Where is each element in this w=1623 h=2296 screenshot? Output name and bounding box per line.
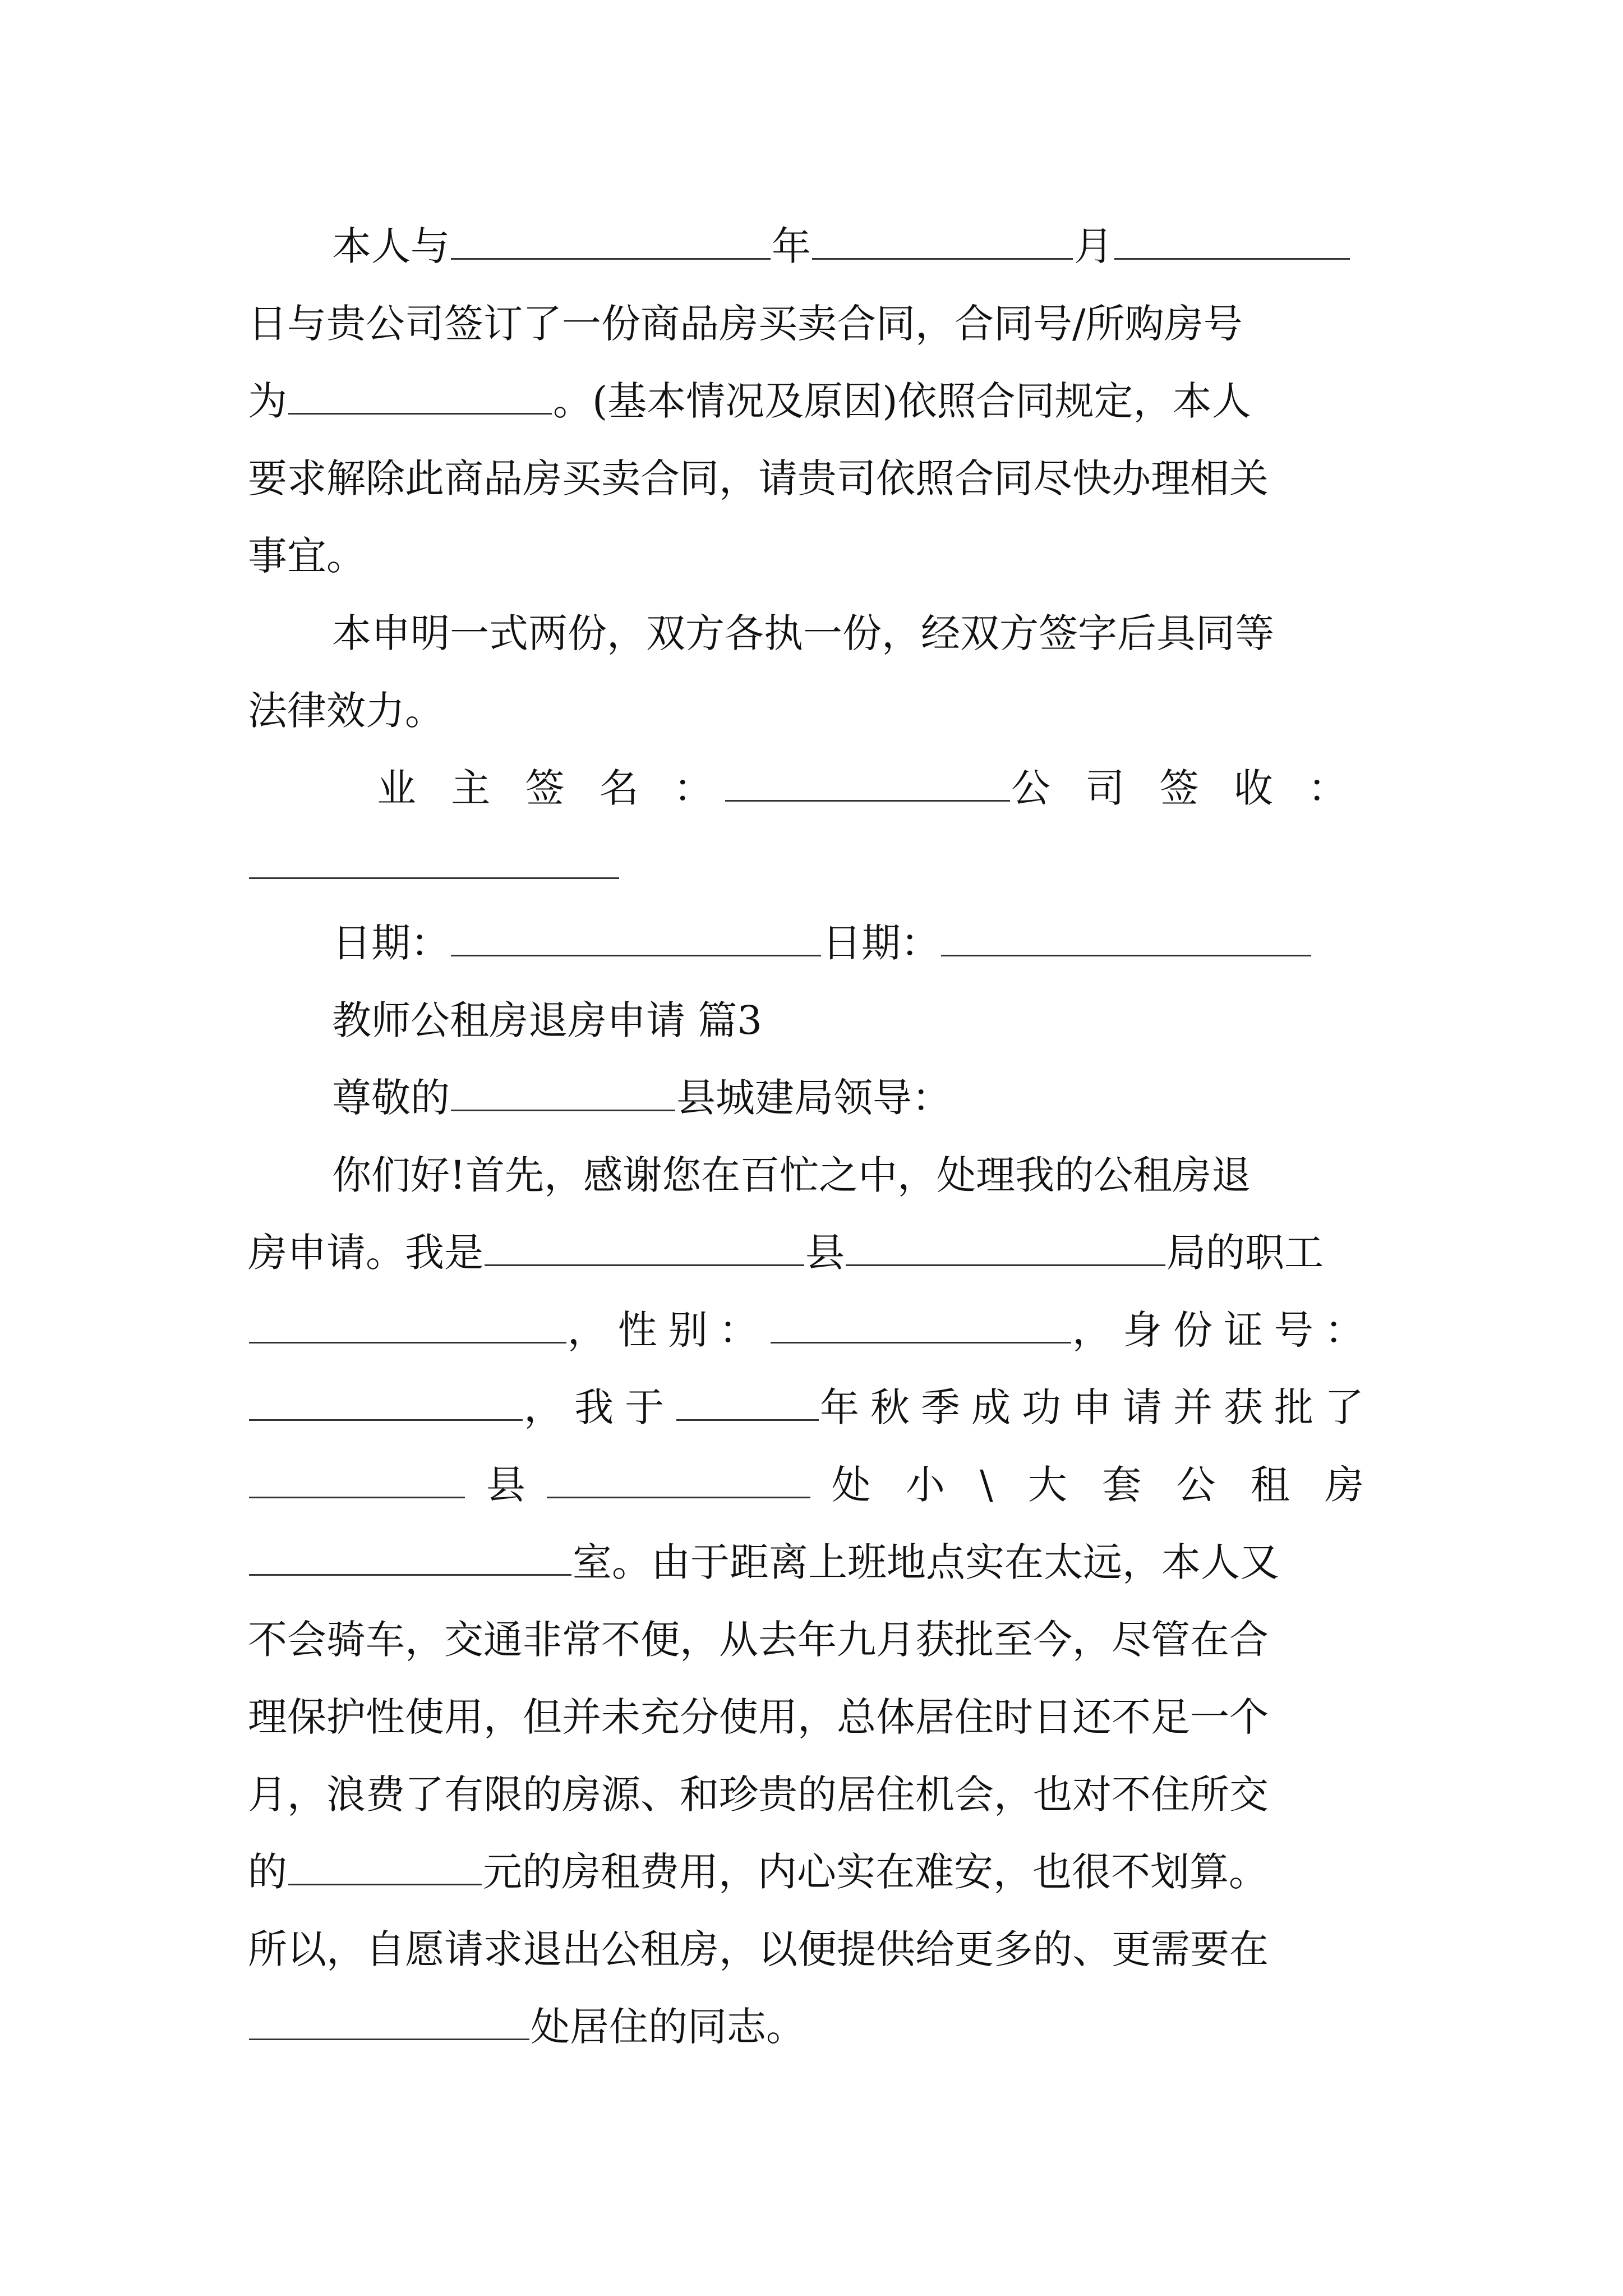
company-signature-label: 公 司 签 收 ： (1011, 765, 1358, 811)
paragraph-line (248, 1911, 1375, 1988)
paragraph-line (248, 1446, 1375, 1524)
owner-signature-label: 业 主 签 名 ： (377, 765, 725, 811)
date-field (941, 915, 1311, 956)
blank-field (288, 374, 552, 415)
blank-field (249, 1380, 523, 1421)
blank-field (771, 1303, 1071, 1343)
blank-field (846, 1225, 1165, 1266)
paragraph-line (248, 517, 1375, 595)
blank-field (676, 1380, 819, 1421)
blank-field (249, 1303, 566, 1343)
paragraph-line (248, 1137, 1375, 1214)
paragraph-line (248, 208, 1375, 285)
document-page (248, 208, 1375, 2065)
text: 本人与 (332, 223, 450, 269)
text: 元的房租费用，内心实在难安，也很不划算。 (483, 1849, 1268, 1895)
paragraph-line (248, 1369, 1375, 1446)
text: 年 (772, 223, 811, 269)
text: 理保护性使用，但并未充分使用，总体居住时日还不足一个 (248, 1694, 1269, 1740)
text: 为 (248, 378, 287, 424)
paragraph-line (248, 362, 1375, 440)
signature-line (248, 827, 1375, 904)
text: 月，浪费了有限的房源、和珍贵的居住机会，也对不住所交 (248, 1772, 1269, 1818)
salutation (248, 1059, 1375, 1137)
text: 房申请。我是 (248, 1230, 483, 1276)
text: 本申明一式两份，双方各执一份，经双方签字后具同等 (332, 610, 1274, 656)
text: 室。由于距离上班地点实在太远，本人又 (573, 1539, 1279, 1585)
text: 的 (248, 1849, 287, 1895)
date-line (248, 904, 1375, 982)
paragraph-line (248, 1988, 1375, 2065)
paragraph-line (248, 672, 1375, 749)
text: 县 (805, 1230, 845, 1276)
blank-field (485, 1225, 804, 1266)
text: 尊敬的 (332, 1075, 450, 1121)
owner-signature-field (725, 761, 1010, 802)
text: 局的职工 (1166, 1230, 1324, 1276)
text: 县城建局领导： (676, 1075, 951, 1121)
text: 县 (486, 1462, 525, 1508)
date-label: 日期： (332, 920, 450, 966)
blank-field (288, 1844, 482, 1885)
paragraph-line (248, 285, 1375, 362)
paragraph-line (248, 1214, 1375, 1291)
text: 事宜。 (248, 533, 366, 579)
text: 日与贵公司签订了一份商品房买卖合同，合同号/所购房号 (248, 301, 1243, 347)
paragraph-line (248, 1833, 1375, 1911)
text: 处居住的同志。 (531, 2004, 805, 2050)
text: 所以，自愿请求退出公租房，以便提供给更多的、更需要在 (248, 1926, 1269, 1972)
text: 年秋季成功申请并获批了 (820, 1384, 1375, 1430)
blank-field (249, 1535, 571, 1576)
date-label: 日期： (822, 920, 940, 966)
text: ，我于 (524, 1384, 676, 1430)
text: ，身份证号： (1072, 1307, 1375, 1353)
paragraph-line (248, 1756, 1375, 1833)
blank-field (547, 1457, 810, 1498)
blank-field (812, 219, 1073, 260)
text: 不会骑车，交通非常不便，从去年九月获批至今，尽管在合 (248, 1617, 1269, 1663)
date-field (451, 915, 821, 956)
text: 法律效力。 (248, 688, 444, 734)
text: 。(基本情况及原因)依照合同规定，本人 (553, 378, 1251, 424)
blank-field (1114, 219, 1350, 260)
paragraph-line (248, 1678, 1375, 1756)
section-title: 教师公租房退房申请 篇3 (332, 997, 762, 1043)
blank-field (249, 1457, 465, 1498)
blank-field (451, 1070, 675, 1111)
text: ，性别： (567, 1307, 769, 1353)
blank-field (451, 219, 771, 260)
paragraph-line (248, 595, 1375, 672)
text: 要求解除此商品房买卖合同，请贵司依照合同尽快办理相关 (248, 455, 1269, 501)
paragraph-line (248, 1291, 1375, 1369)
text: 月 (1074, 223, 1113, 269)
blank-field (249, 1999, 529, 2040)
paragraph-line (248, 440, 1375, 517)
paragraph-line (248, 1524, 1375, 1601)
text: 处 小 \ 大 套 公 租 房 (831, 1462, 1375, 1508)
paragraph-line (248, 1601, 1375, 1678)
signature-line (248, 749, 1375, 827)
text: 你们好!首先，感谢您在百忙之中，处理我的公租房退 (332, 1152, 1251, 1198)
company-signature-field (249, 838, 619, 879)
